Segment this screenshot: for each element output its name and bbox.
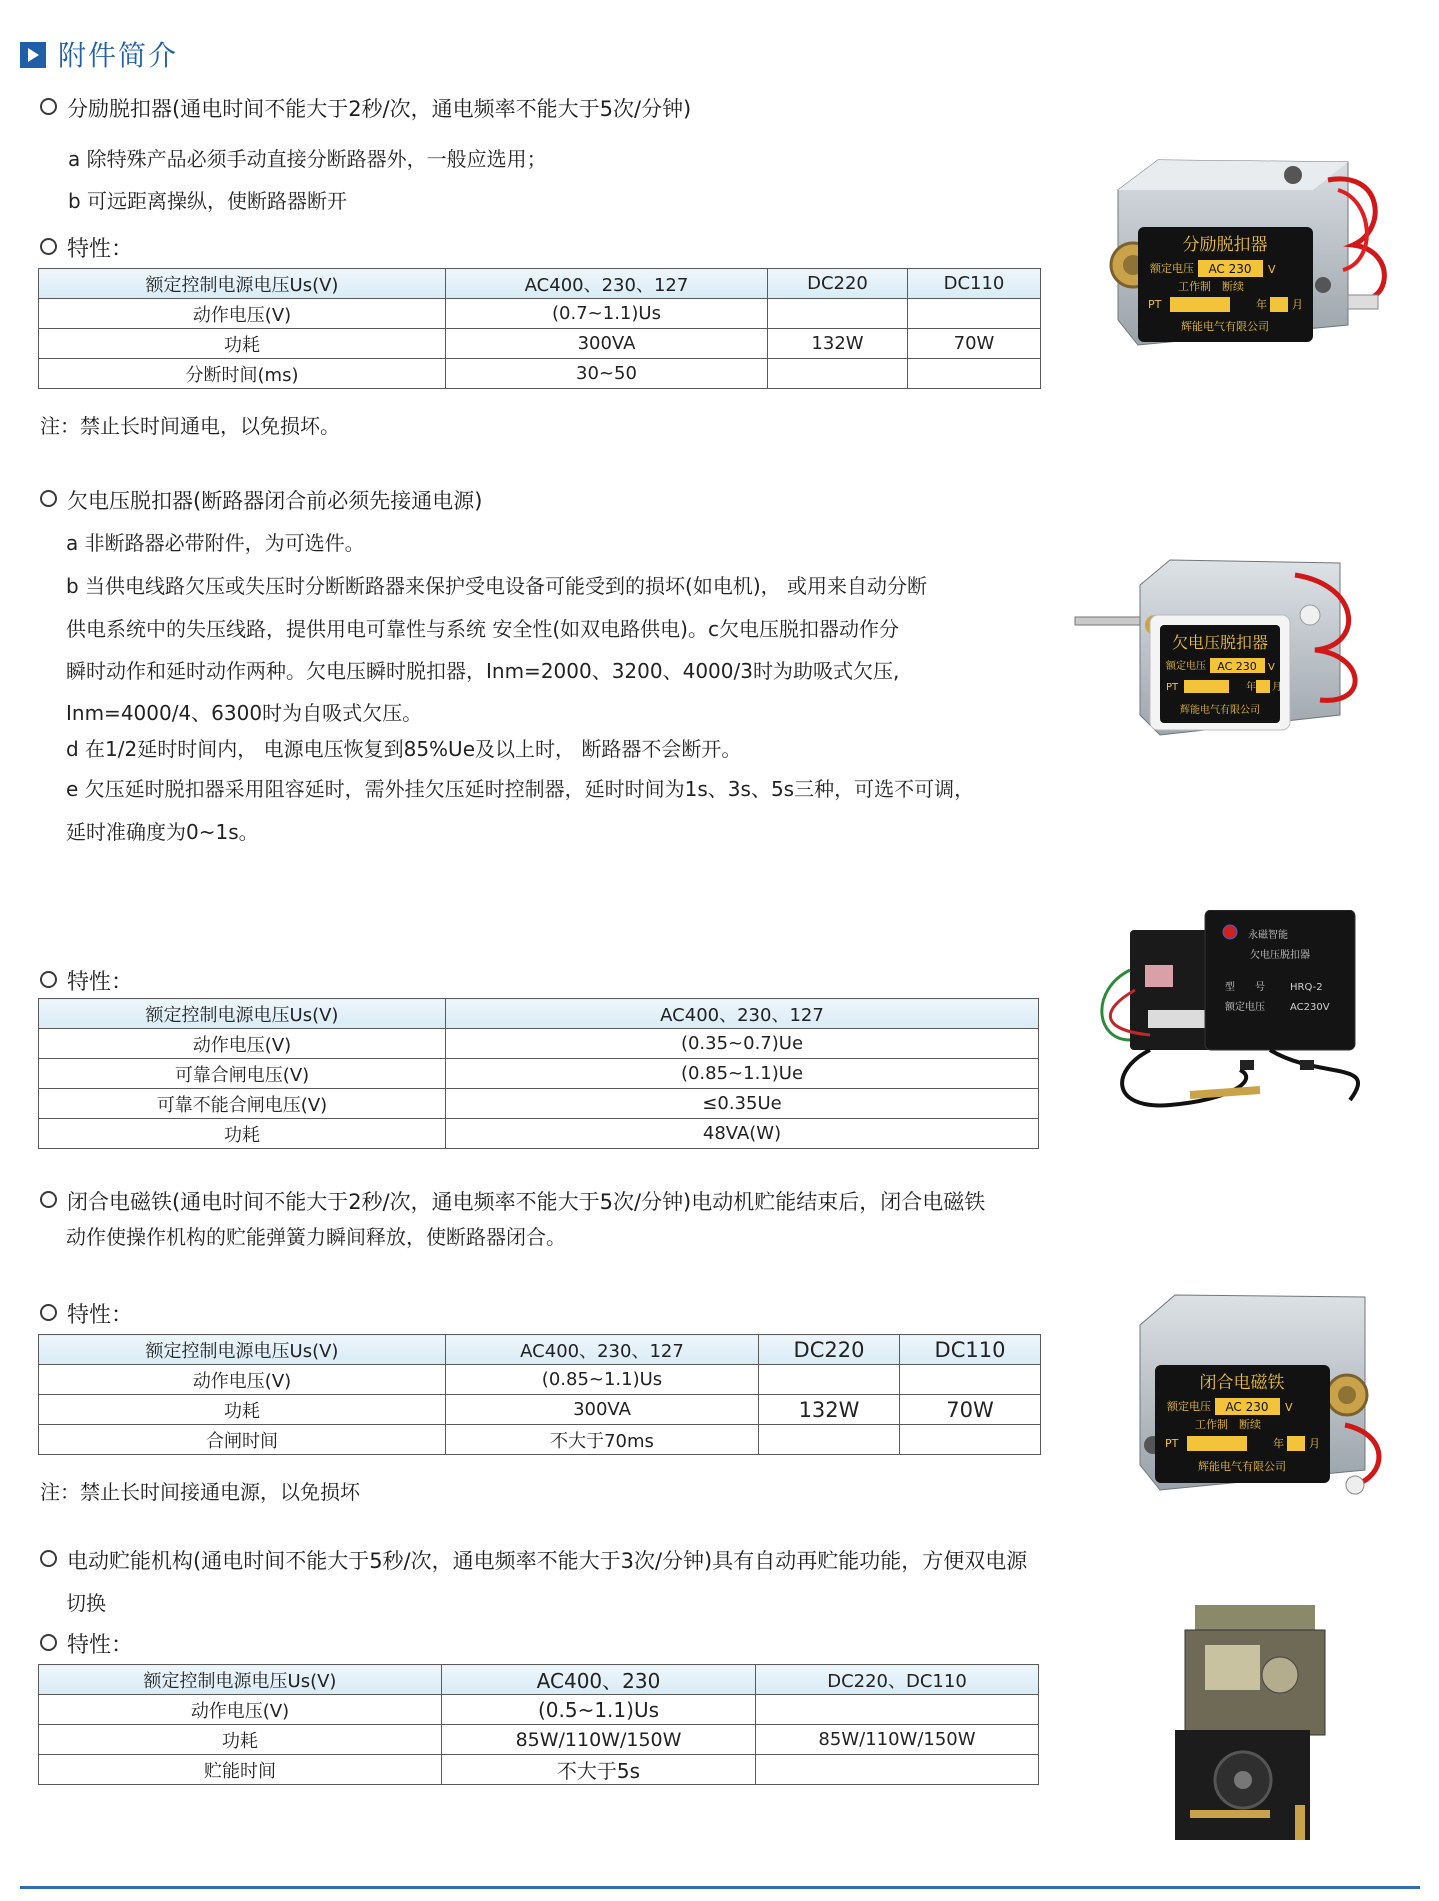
motor-section-title (40, 1545, 1027, 1575)
undervoltage-controller-photo (1090, 910, 1380, 1125)
photo-label-title: 分励脱扣器 (1182, 235, 1268, 255)
svg-text:辉能电气有限公司: 辉能电气有限公司 (1198, 1460, 1286, 1473)
svg-text:型 号: 型 号 (1225, 982, 1265, 993)
svg-text:额定电压: 额定电压 (1150, 262, 1194, 275)
shunt-line-a: a 除特殊产品必须手动直接分断路器外，一般应选用； (68, 147, 547, 171)
shunt-title-text: 分励脱扣器(通电时间不能大于2秒/次，通电频率不能大于5次/分钟) (67, 97, 692, 121)
circle-bullet-icon (40, 971, 57, 988)
circle-bullet-icon (40, 1191, 57, 1208)
closing-spec-table (38, 1334, 1041, 1455)
circle-bullet-icon (40, 1634, 57, 1651)
svg-text:V: V (1268, 662, 1275, 673)
undervoltage-char-label: 特性： (40, 965, 133, 996)
undervoltage-line: a 非断路器必带附件，为可选件。 (66, 531, 365, 555)
svg-text:AC 230: AC 230 (1225, 1400, 1269, 1414)
table-row: 动作电压(V) (0.85~1.1)Us (39, 1365, 1041, 1395)
svg-text:闭合电磁铁: 闭合电磁铁 (1199, 1373, 1285, 1393)
motor-title-line2: 切换 (66, 1591, 106, 1615)
table-row: 额定控制电源电压Us(V) AC400、230、127 (39, 999, 1039, 1029)
shunt-char-label: 特性： (40, 232, 133, 263)
svg-text:年: 年 (1273, 1437, 1284, 1450)
svg-text:欠电压脱扣器: 欠电压脱扣器 (1250, 950, 1310, 961)
table-row: 可靠合闸电压(V) (0.85~1.1)Ue (39, 1059, 1039, 1089)
motor-char-label: 特性： (40, 1628, 133, 1659)
svg-text:V: V (1268, 263, 1276, 276)
closing-note: 注：禁止长时间接通电源，以免损坏 (40, 1480, 360, 1504)
undervoltage-line: 瞬时动作和延时动作两种。欠电压瞬时脱扣器，Inm=2000、3200、4000/3时为助吸式欠压, (66, 659, 900, 683)
footer-divider (20, 1886, 1420, 1889)
svg-text:工作制 断续: 工作制 断续 (1195, 1418, 1261, 1431)
shunt-release-photo (1098, 150, 1398, 360)
motor-mechanism-photo (1165, 1605, 1335, 1850)
header-play-icon (20, 42, 46, 68)
table-row: 动作电压(V) (0.7~1.1)Us (39, 299, 1041, 329)
table-row: 功耗 48VA(W) (39, 1119, 1039, 1149)
undervoltage-release-photo (1070, 555, 1400, 745)
table-row: 额定控制电源电压Us(V) AC400、230、127 DC220 DC110 (39, 269, 1041, 299)
svg-text:月: 月 (1309, 1437, 1320, 1450)
svg-text:月: 月 (1292, 298, 1303, 311)
svg-text:AC 230: AC 230 (1217, 660, 1257, 673)
svg-text:PT: PT (1166, 682, 1179, 693)
motor-title-text: 电动贮能机构(通电时间不能大于5秒/次，通电频率不能大于3次/分钟)具有自动再贮能功能，方便双电源 (67, 1549, 1028, 1573)
circle-bullet-icon (40, 98, 57, 115)
table-row: 功耗 300VA 132W 70W (39, 1395, 1041, 1425)
svg-text:额定电压: 额定电压 (1166, 661, 1206, 672)
closing-magnet-photo (1125, 1285, 1400, 1500)
undervoltage-line: Inm=4000/4、6300时为自吸式欠压。 (66, 701, 423, 725)
table-row: 可靠不能合闸电压(V) ≤0.35Ue (39, 1089, 1039, 1119)
motor-spec-table (38, 1664, 1039, 1785)
svg-text:HRQ-2: HRQ-2 (1290, 982, 1323, 993)
closing-title-line2: 动作使操作机构的贮能弹簧力瞬间释放，使断路器闭合。 (66, 1225, 566, 1249)
table-row: 功耗 300VA 132W 70W (39, 329, 1041, 359)
table-row: 动作电压(V) (0.35~0.7)Ue (39, 1029, 1039, 1059)
circle-bullet-icon (40, 490, 57, 507)
table-row: 动作电压(V) (0.5~1.1)Us (39, 1695, 1039, 1725)
table-row: 分断时间(ms) 30~50 (39, 359, 1041, 389)
svg-text:PT: PT (1148, 298, 1162, 311)
svg-text:AC230V: AC230V (1290, 1002, 1330, 1013)
undervoltage-spec-table (38, 998, 1039, 1149)
svg-text:年: 年 (1246, 682, 1256, 693)
svg-text:PT: PT (1165, 1437, 1179, 1450)
shunt-section-title (40, 93, 691, 123)
undervoltage-line: b 当供电线路欠压或失压时分断断路器来保护受电设备可能受到的损坏(如电机)， 或用来自动分断 (66, 574, 928, 598)
undervoltage-section-title (40, 485, 482, 515)
undervoltage-line: 延时准确度为0~1s。 (66, 820, 259, 844)
closing-char-label: 特性： (40, 1298, 133, 1329)
svg-text:年: 年 (1256, 298, 1267, 311)
svg-text:月: 月 (1272, 682, 1282, 693)
page-title: 附件简介 (58, 39, 179, 72)
circle-bullet-icon (40, 1550, 57, 1567)
svg-text:欠电压脱扣器: 欠电压脱扣器 (1171, 633, 1269, 652)
shunt-spec-table (38, 268, 1041, 389)
closing-section-title (40, 1186, 985, 1216)
svg-text:辉能电气有限公司: 辉能电气有限公司 (1180, 705, 1260, 716)
table-row: 额定控制电源电压Us(V) AC400、230 DC220、DC110 (39, 1665, 1039, 1695)
undervoltage-title-text: 欠电压脱扣器(断路器闭合前必须先接通电源) (67, 489, 483, 513)
circle-bullet-icon (40, 1304, 57, 1321)
table-row: 合闸时间 不大于70ms (39, 1425, 1041, 1455)
svg-text:V: V (1285, 1401, 1293, 1414)
svg-text:AC 230: AC 230 (1208, 262, 1252, 276)
table-row: 贮能时间 不大于5s (39, 1755, 1039, 1785)
table-row: 额定控制电源电压Us(V) AC400、230、127 DC220 DC110 (39, 1335, 1041, 1365)
table-row: 功耗 85W/110W/150W 85W/110W/150W (39, 1725, 1039, 1755)
undervoltage-line: e 欠压延时脱扣器采用阻容延时，需外挂欠压延时控制器，延时时间为1s、3s、5s三种，可选不可调， (66, 777, 975, 801)
svg-text:工作制 断续: 工作制 断续 (1178, 280, 1244, 293)
svg-text:辉能电气有限公司: 辉能电气有限公司 (1181, 320, 1269, 333)
svg-text:永磁智能: 永磁智能 (1248, 930, 1288, 941)
shunt-line-b: b 可远距离操纵，使断路器断开 (68, 189, 348, 213)
svg-text:额定电压: 额定电压 (1225, 1002, 1265, 1013)
shunt-note: 注：禁止长时间通电，以免损坏。 (40, 414, 340, 438)
svg-text:额定电压: 额定电压 (1167, 1400, 1211, 1413)
closing-title-text: 闭合电磁铁(通电时间不能大于2秒/次，通电频率不能大于5次/分钟)电动机贮能结束后，闭合电磁铁 (67, 1190, 986, 1214)
undervoltage-line: 供电系统中的失压线路，提供用电可靠性与系统 安全性(如双电路供电)。c欠电压脱扣器动作分 (66, 617, 899, 641)
undervoltage-line: d 在1/2延时时间内， 电源电压恢复到85%Ue及以上时， 断路器不会断开。 (66, 737, 742, 761)
circle-bullet-icon (40, 238, 57, 255)
